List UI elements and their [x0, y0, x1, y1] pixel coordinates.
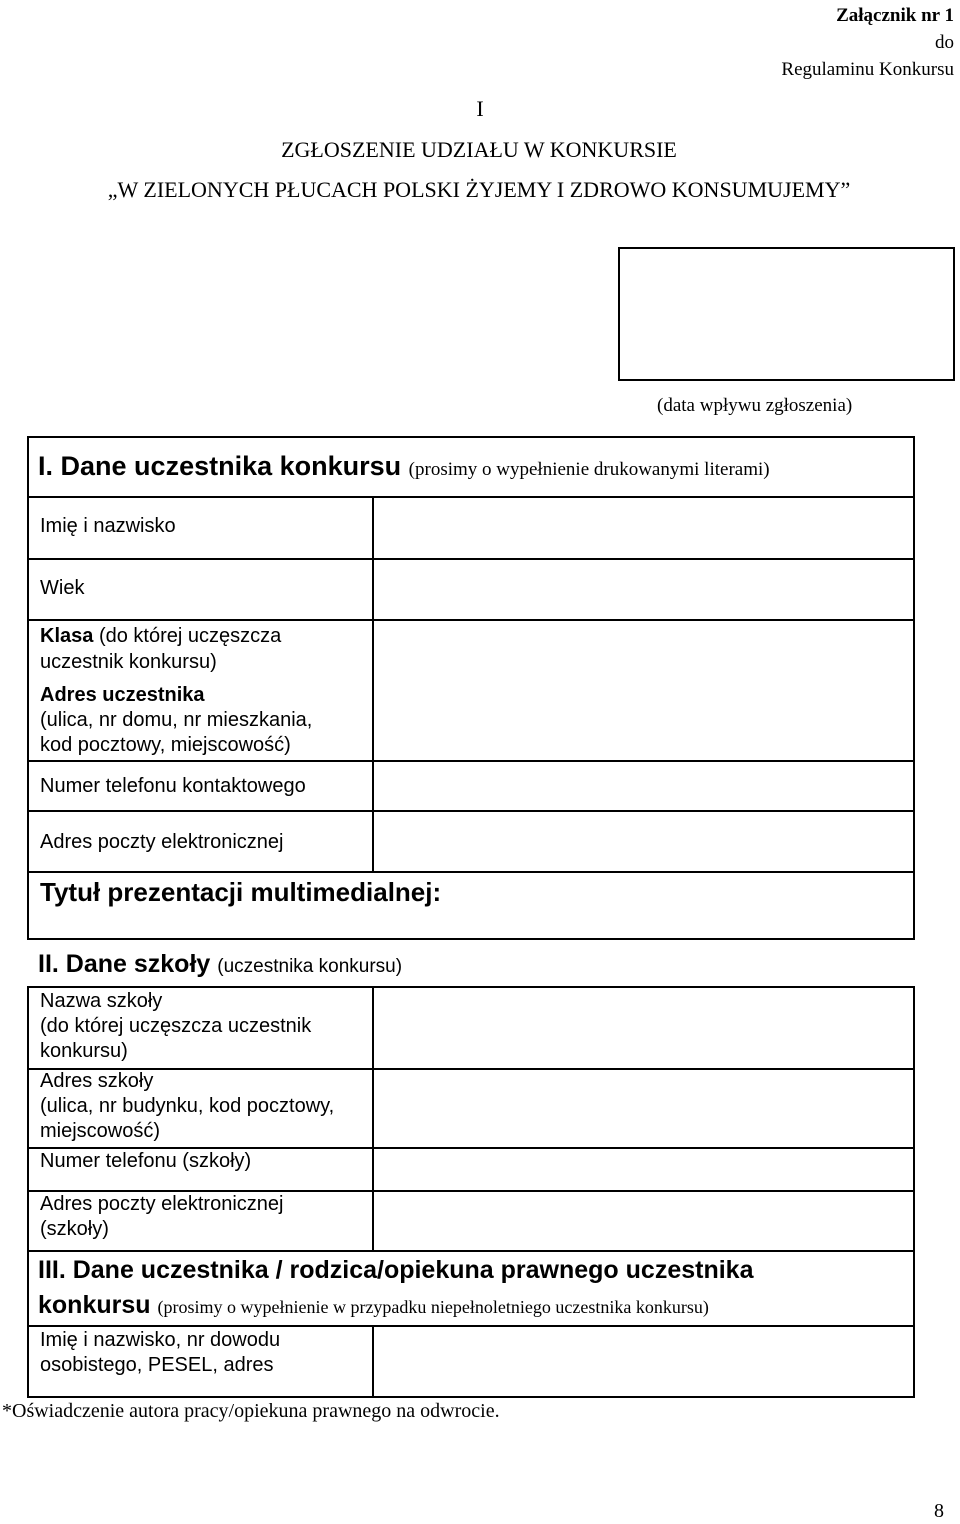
input-age[interactable] [373, 558, 913, 616]
form-title: ZGŁOSZENIE UDZIAŁU W KONKURSIE [281, 137, 677, 162]
input-school-address[interactable] [373, 1068, 913, 1145]
input-school-name[interactable] [373, 988, 913, 1066]
label-school-name: Nazwa szkoły [40, 990, 163, 1012]
label-name: Imię i nazwisko [40, 515, 176, 537]
section2-number: II. [38, 950, 59, 978]
label-class-line2: uczestnik konkursu) [40, 651, 217, 673]
label-school-address-line3: miejscowość) [40, 1120, 161, 1142]
input-class-address[interactable] [373, 619, 913, 758]
input-school-email[interactable] [373, 1190, 913, 1250]
label-address [40, 683, 205, 708]
input-guardian[interactable] [373, 1325, 913, 1396]
input-school-phone[interactable] [373, 1147, 913, 1188]
label-school-address-line2: (ulica, nr budynku, kod pocztowy, [40, 1095, 335, 1117]
section2-title: Dane szkoły [65, 950, 211, 978]
section1-number: I. [38, 451, 54, 481]
label-age: Wiek [40, 577, 85, 599]
page-number: 8 [934, 1500, 944, 1522]
statement-note: *Oświadczenie autora pracy/opiekuna prawnego na odwrocie. [2, 1400, 500, 1422]
label-school-name-line2: (do której uczęszcza uczestnik [40, 1015, 312, 1037]
label-email: Adres poczty elektronicznej [40, 831, 284, 853]
input-phone[interactable] [373, 760, 913, 808]
attachment-number: Załącznik nr 1 [836, 5, 954, 26]
label-school-phone: Numer telefonu (szkoły) [40, 1150, 252, 1172]
roman-numeral: I [476, 96, 484, 121]
input-email[interactable] [373, 810, 913, 869]
label-phone: Numer telefonu kontaktowego [40, 775, 306, 797]
section3-heading: III. Dane uczestnika / rodzica/opiekuna prawnego uczestnika [38, 1256, 754, 1284]
input-presentation-title[interactable] [480, 872, 913, 938]
attachment-do: do [935, 32, 954, 53]
label-address-line2: (ulica, nr domu, nr mieszkania, [40, 709, 313, 731]
label-presentation-title: Tytuł prezentacji multimedialnej: [40, 877, 442, 907]
label-class-bold: Klasa [40, 625, 94, 647]
label-class-rest: (do której uczęszcza [98, 625, 282, 647]
section1-note: (prosimy o wypełnienie drukowanymi literami) [408, 459, 770, 480]
date-received-caption: (data wpływu zgłoszenia) [657, 395, 853, 416]
label-address-bold: Adres uczestnika [40, 684, 205, 706]
input-name[interactable] [373, 496, 913, 554]
date-received-box[interactable] [618, 247, 955, 381]
label-school-name-line3: konkursu) [40, 1040, 128, 1062]
label-guardian: Imię i nazwisko, nr dowodu [40, 1329, 281, 1351]
section1-heading [38, 449, 770, 487]
section3-heading-line2 [38, 1288, 709, 1324]
contest-title: „W ZIELONYCH PŁUCACH POLSKI ŻYJEMY I ZDROWO KONSUMUJEMY” [107, 177, 851, 202]
label-class [40, 624, 281, 649]
section2-note: (uczestnika konkursu) [217, 956, 403, 977]
attachment-regulation: Regulaminu Konkursu [781, 59, 954, 80]
label-school-email: Adres poczty elektronicznej [40, 1193, 284, 1215]
section2-heading [38, 948, 402, 983]
label-address-line3: kod pocztowy, miejscowość) [40, 734, 291, 756]
label-school-address: Adres szkoły [40, 1070, 154, 1092]
label-guardian-line2: osobistego, PESEL, adres [40, 1354, 274, 1376]
section3-title-line2: konkursu [38, 1291, 151, 1319]
section3-note: (prosimy o wypełnienie w przypadku niepełnoletniego uczestnika konkursu) [157, 1297, 709, 1317]
section1-title: Dane uczestnika konkursu [60, 451, 402, 481]
attachment-header [781, 2, 954, 83]
label-school-email-line2: (szkoły) [40, 1218, 109, 1240]
